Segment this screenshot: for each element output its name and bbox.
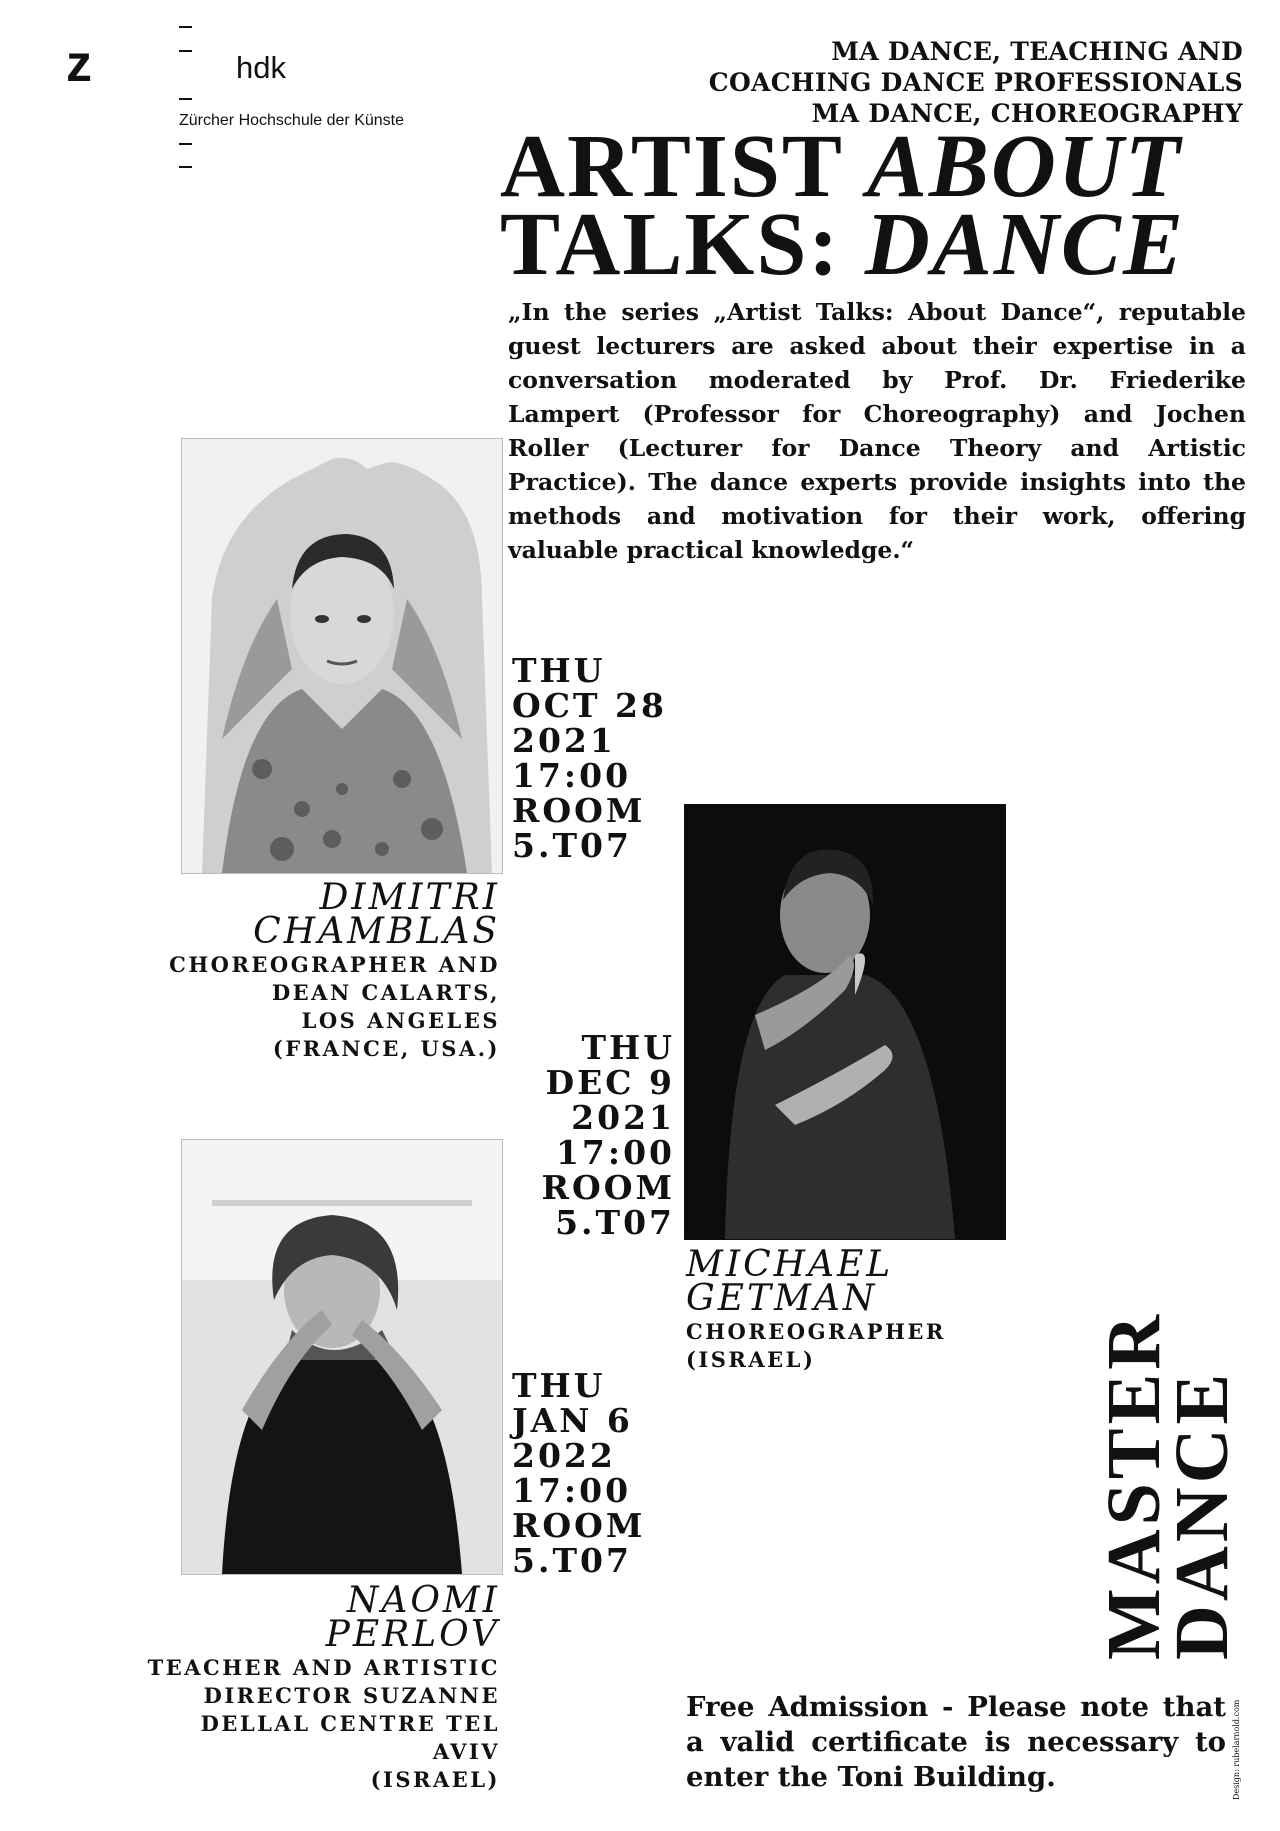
program-line: COACHING DANCE PROFESSIONALS	[708, 68, 1243, 97]
logo-hdk: hdk	[236, 50, 286, 85]
intro-paragraph: „In the series „Artist Talks: About Dance“, reputable guest lecturers are asked about their expertise in a conversation moderated by Prof. Dr. Friederike Lampert (Professor for Choreography) and Jochen Roller (Lecturer for Dance Theory and Artistic Practice). The dance experts provide insights into the methods and motivation for their work, offering valuable practical knowledge.“	[508, 298, 1246, 564]
admission-note: Free Admission - Please note that a valid certificate is necessary to enter the Toni Building.	[686, 1691, 1226, 1793]
date-day: JAN 6	[512, 1401, 633, 1440]
title-word-italic: ABOUT	[866, 117, 1182, 216]
program-line: MA DANCE, TEACHING AND	[831, 37, 1243, 66]
zhdk-logo-mark: z	[66, 35, 92, 93]
artist-name-line: GETMAN	[686, 1278, 878, 1319]
artist-name-line: CHAMBLAS	[253, 911, 500, 952]
date-time: 17:00	[555, 1133, 675, 1172]
artist-role-line: CHOREOGRAPHER	[686, 1319, 946, 1344]
dance-word: DANCE	[1160, 1369, 1244, 1660]
date-day: DEC 9	[545, 1063, 675, 1102]
event-date-1	[512, 653, 667, 863]
date-room: 5.T07	[555, 1203, 675, 1242]
artist-role-line: CHOREOGRAPHER AND	[169, 952, 500, 977]
photo-naomi-perlov	[181, 1139, 503, 1575]
date-room-label: ROOM	[541, 1168, 675, 1207]
date-time: 17:00	[512, 756, 632, 795]
artist-name-line: MICHAEL	[686, 1244, 894, 1285]
institution-name: Zürcher Hochschule der Künste	[179, 112, 404, 129]
master-word: MASTER	[1092, 1310, 1176, 1660]
date-day: OCT 28	[512, 686, 667, 725]
artist-role-line: DIRECTOR SUZANNE	[203, 1683, 500, 1708]
date-weekday: THU	[512, 1366, 606, 1405]
logo-dash	[179, 166, 192, 168]
artist-role-line: (FRANCE, USA.)	[272, 1036, 500, 1061]
event-date-2	[500, 1030, 675, 1240]
portrait-illustration	[182, 1140, 502, 1574]
title-line-2	[500, 195, 1185, 294]
date-weekday: THU	[512, 651, 606, 690]
artist-michael-getman	[686, 1244, 946, 1374]
title-word: ARTIST	[500, 117, 843, 216]
artist-role-line: (ISRAEL)	[686, 1347, 816, 1372]
date-room: 5.T07	[512, 1541, 632, 1580]
logo-dash	[179, 98, 192, 100]
photo-dimitri-chamblas	[181, 438, 503, 874]
date-year: 2021	[571, 1098, 675, 1137]
date-time: 17:00	[512, 1471, 632, 1510]
program-line: MA DANCE, CHOREOGRAPHY	[811, 99, 1243, 128]
logo-dash	[179, 50, 192, 52]
portrait-illustration	[182, 439, 502, 873]
date-room-label: ROOM	[512, 1506, 646, 1545]
date-room-label: ROOM	[512, 791, 646, 830]
event-date-3	[512, 1368, 645, 1578]
artist-role-line: DEAN CALARTS,	[271, 980, 500, 1005]
portrait-illustration	[685, 805, 1005, 1239]
logo-dash	[179, 143, 192, 145]
artist-role-line: AVIV	[432, 1739, 500, 1764]
date-room: 5.T07	[512, 826, 632, 865]
artist-name-line: NAOMI	[346, 1580, 500, 1621]
artist-role-line: LOS ANGELES	[301, 1008, 500, 1033]
title-word-italic: DANCE	[864, 195, 1185, 294]
title-word: TALKS:	[500, 195, 841, 294]
artist-naomi-perlov	[60, 1580, 500, 1794]
date-year: 2021	[512, 721, 616, 760]
master-dance-wordmark	[1092, 1250, 1250, 1660]
design-credit-text: Design: rubelarnold.com	[1232, 1699, 1241, 1800]
logo-dash	[179, 26, 192, 28]
artist-name-line: PERLOV	[325, 1614, 500, 1655]
artist-role-line: TEACHER AND ARTISTIC	[147, 1655, 500, 1680]
artist-name-line: DIMITRI	[319, 877, 500, 918]
design-credit	[1232, 1660, 1246, 1800]
date-weekday: THU	[581, 1028, 675, 1067]
poster-title	[500, 117, 1185, 294]
artist-dimitri-chamblas	[100, 877, 500, 1063]
photo-michael-getman	[684, 804, 1006, 1240]
artist-role-line: DELLAL CENTRE TEL	[200, 1711, 500, 1736]
date-year: 2022	[512, 1436, 616, 1475]
artist-role-line: (ISRAEL)	[370, 1767, 500, 1792]
program-list	[709, 36, 1243, 129]
